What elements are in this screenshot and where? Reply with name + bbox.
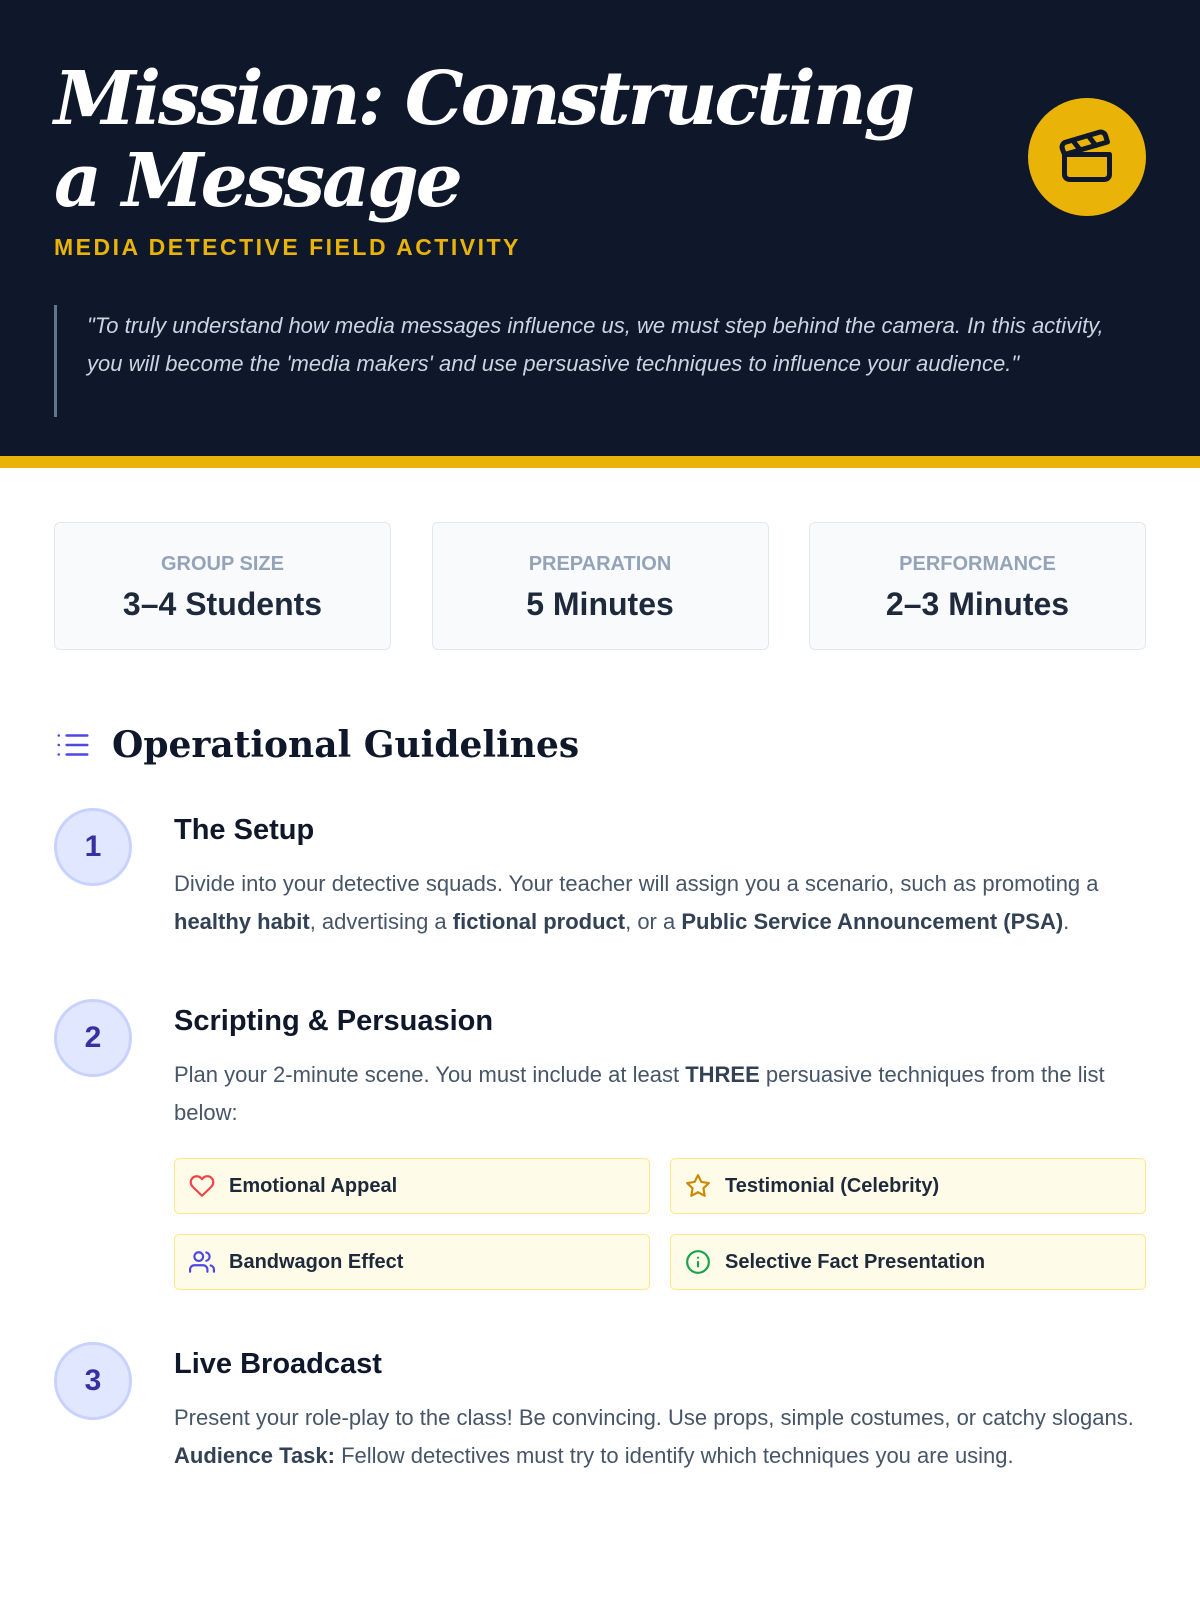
technique-testimonial [670, 1158, 1146, 1214]
step-setup [0, 808, 1200, 941]
intro-quote: "To truly understand how media messages influence us, we must step behind the camera. In this activity, you will become the 'media makers' and use persuasive techniques to influence your audience." [54, 305, 1146, 417]
text-emphasis: Audience Task: [174, 1443, 335, 1468]
text-segment: , advertising a [309, 909, 453, 934]
users-icon [189, 1249, 215, 1275]
page-subtitle: MEDIA DETECTIVE FIELD ACTIVITY [54, 234, 521, 260]
stat-performance [809, 522, 1146, 650]
technique-emotional-appeal [174, 1158, 650, 1214]
text-segment: Divide into your detective squads. Your teacher will assign you a scenario, such as promoting a [174, 871, 1099, 896]
technique-bandwagon [174, 1234, 650, 1290]
stat-value: 3–4 Students [122, 586, 323, 622]
text-emphasis: Public Service Announcement (PSA) [681, 909, 1064, 934]
text-emphasis: healthy habit [174, 909, 310, 934]
stat-group-size [54, 522, 391, 650]
technique-selective-facts [670, 1234, 1146, 1290]
technique-label: Selective Fact Presentation [725, 1250, 986, 1273]
info-icon [685, 1249, 711, 1275]
step-number-badge: 2 [54, 999, 132, 1077]
technique-label: Testimonial (Celebrity) [725, 1174, 940, 1197]
stat-label: PERFORMANCE [899, 553, 1056, 575]
stat-label: PREPARATION [528, 553, 672, 575]
section-title: Operational Guidelines [112, 724, 580, 766]
text-emphasis: THREE [685, 1062, 760, 1087]
clapperboard-icon [1057, 127, 1117, 187]
text-segment: Fellow detectives must try to identify which techniques you are using. [334, 1443, 1014, 1468]
text-emphasis: fictional product [452, 909, 626, 934]
stat-value: 5 Minutes [526, 586, 674, 622]
step-number-badge: 1 [54, 808, 132, 886]
technique-label: Bandwagon Effect [229, 1250, 404, 1273]
stat-value: 2–3 Minutes [885, 586, 1070, 622]
clapperboard-badge [1028, 98, 1146, 216]
star-icon [685, 1173, 711, 1199]
text-segment: , or a [625, 909, 682, 934]
stat-label: GROUP SIZE [161, 553, 284, 575]
technique-list [174, 1158, 1146, 1290]
hero-header [0, 0, 1200, 468]
page-title: Mission: Constructing a Message [54, 56, 913, 224]
text-segment: Present your role-play to the class! Be convincing. Use props, simple costumes, or catchy slogans. [174, 1405, 1134, 1430]
step-title: The Setup [174, 814, 315, 846]
step-scripting [0, 999, 1200, 1290]
list-icon [54, 726, 92, 764]
text-segment: . [1063, 909, 1070, 934]
step-title: Live Broadcast [174, 1348, 382, 1380]
stat-preparation [432, 522, 769, 650]
step-title: Scripting & Persuasion [174, 1005, 494, 1037]
guidelines-header [0, 724, 1200, 766]
technique-label: Emotional Appeal [229, 1174, 398, 1197]
step-description [174, 1399, 1146, 1475]
step-description [174, 865, 1146, 941]
text-segment: persuasive techniques from the list below: [174, 1062, 1105, 1125]
text-segment: Plan your 2-minute scene. You must include at least [174, 1062, 686, 1087]
step-live-broadcast [0, 1342, 1200, 1475]
activity-stats [0, 522, 1200, 650]
step-number-badge: 3 [54, 1342, 132, 1420]
step-description [174, 1056, 1146, 1132]
heart-icon [189, 1173, 215, 1199]
